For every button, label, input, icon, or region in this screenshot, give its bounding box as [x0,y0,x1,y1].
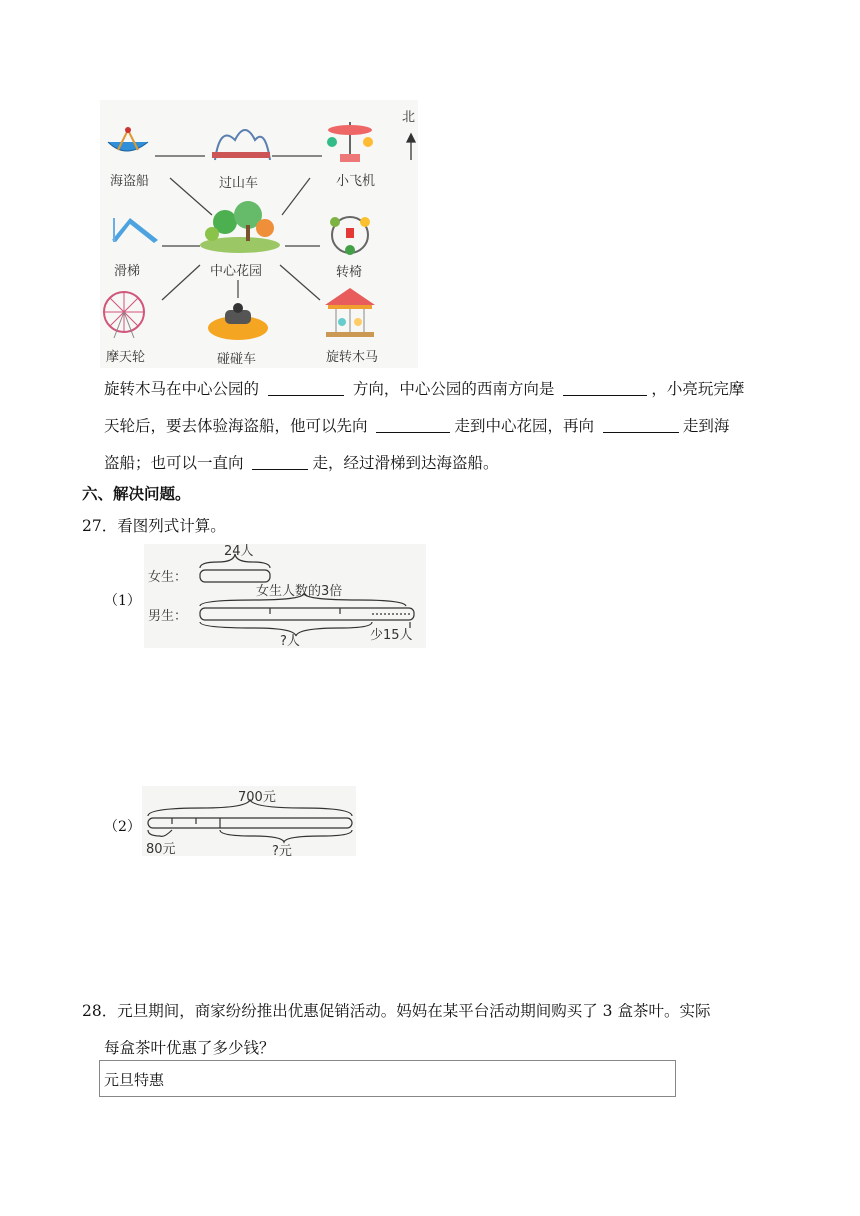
label-spinning-chair: 转椅 [336,265,363,280]
q27-part1 [104,544,434,650]
q26-text-2a: 天轮后，要去体验海盗船，他可以先向 [104,417,368,435]
park-map-lines [100,100,430,370]
label-bumper-car: 碰碰车 [217,352,257,367]
park-map [100,100,430,370]
answer-blank-4[interactable] [603,418,679,433]
total-label: 700元 [238,790,276,805]
part1-figure [144,544,426,648]
q26-line-2 [104,408,784,445]
unknown-amount-label: ?元 [272,844,292,859]
label-slide: 滑梯 [114,264,141,279]
label-north: 北 [402,110,416,125]
boys-label: 男生： [148,609,188,624]
label-roller-coaster: 过山车 [219,176,259,191]
answer-blank-5[interactable] [252,455,308,470]
q28-text-1: 元旦期间，商家纷纷推出优惠促销活动。妈妈在某平台活动期间购买了 3 盒茶叶。实际 [117,1002,711,1020]
q26-text-1b: 方向，中心公园的西南方向是 [352,380,555,398]
section-title: 六、解决问题。 [82,484,191,503]
q27-number: 27． [82,517,118,535]
q26-text-1a: 旋转木马在中心公园的 [104,380,260,398]
q28-text-2: 每盒茶叶优惠了多少钱？ [104,1039,275,1057]
label-pirate-ship: 海盗船 [110,174,150,189]
answer-blank-3[interactable] [376,418,450,433]
q26-text-2b: 走到中心花园，再向 [454,417,594,435]
answer-blank-2[interactable] [563,381,647,396]
girls-count-label: 24人 [224,544,254,559]
label-ferris-wheel: 摩天轮 [106,350,146,365]
less-label: 少15人 [370,628,413,643]
q26-line-3 [104,445,784,482]
part2-figure [142,786,356,859]
answer-blank-1[interactable] [268,381,344,396]
q27-part2-label: （2） [104,819,141,835]
q26-text-1c: ，小亮玩完摩 [651,380,745,398]
promo-box [99,1060,676,1097]
label-center-garden: 中心花园 [210,264,263,279]
q28-paragraph [82,993,782,1067]
label-carousel: 旋转木马 [326,350,379,365]
q27-heading [82,514,226,536]
q26-paragraph [104,371,784,482]
q26-text-3b: 走，经过滑梯到达海盗船。 [312,454,499,472]
times-label: 女生人数的3倍 [256,584,343,599]
promo-box-label: 元旦特惠 [104,1071,165,1089]
q27-part2 [104,786,364,858]
girls-label: 女生： [148,570,188,585]
label-small-plane: 小飞机 [336,174,376,189]
q26-text-2c: 走到海 [682,417,730,435]
q28-number: 28． [82,1002,118,1020]
q27-part1-label: （1） [104,593,141,609]
unknown-boys-label: ?人 [280,634,300,649]
q27-text: 看图列式计算。 [117,517,226,535]
part-label: 80元 [146,842,176,857]
q28-line-1 [82,993,782,1030]
q26-text-3a: 盗船；也可以一直向 [104,454,244,472]
q26-line-1 [104,371,784,408]
